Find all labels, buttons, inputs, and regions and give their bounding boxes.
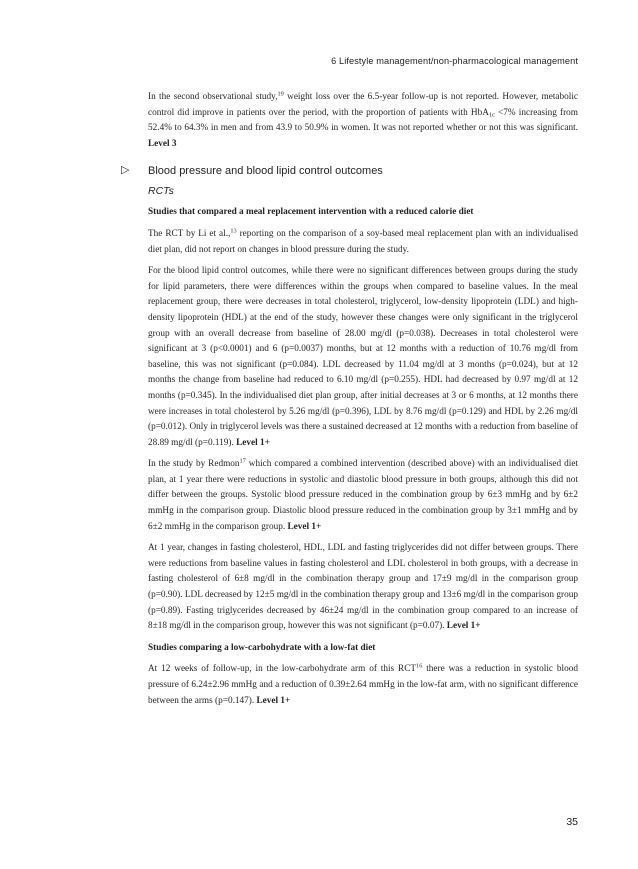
text: In the second observational study, <box>148 92 278 102</box>
text: For the blood lipid control outcomes, while there were no significant differences between groups during the study for lipid parameters, there were differences within the groups when compared to baseline values. In the meal replacement group, there were decreases in total cholesterol, triglycerol, low-density lipoprotein (LDL) and high-density lipoprotein (HDL) at the end of the study, however these changes were only significant in the triglycerol group with an overall decrease from baseline of 28.00 mg/dl (p=0.038). Decreases in total cholesterol were significant at 3 (p<0.0001) and 6 (p=0.0037) months, but at 12 months with a reduction of 10.76 mg/dl from baseline, this was not significant (p=0.084). LDL decreased by 11.04 mg/dl at 3 months (p=0.024), but at 12 months the change from baseline had reduced to 6.10 mg/dl (p=0.255). HDL had decreased by 0.97 mg/dl at 12 months (p=0.345). In the individualised diet plan group, after initial decreases at 3 or 6 months, at 12 months there were increases in total cholesterol by 5.26 mg/dl (p=0.396), LDL by 8.76 mg/dl (p=0.129) and HDL by 2.26 mg/dl (p=0.012). Only in triglycerol levels was there a sustained decreased at 12 months with a reduction from baseline of 28.89 mg/dl (p=0.119). <box>148 266 578 448</box>
page-number: 35 <box>566 816 578 828</box>
text: reporting on the comparison of a soy-based meal replacement plan with an individualised diet plan, did not report on changes in blood pressure during the study. <box>148 228 578 255</box>
paragraph <box>148 457 578 535</box>
section-blood-pressure <box>121 163 578 709</box>
evidence-level: Level 1+ <box>287 521 322 532</box>
subsection-title: RCTs <box>148 185 174 198</box>
text: there was a reduction in systolic blood pressure of 6.24±2.96 mmHg and a reduction of 0.39±2.64 mmHg in the low-fat arm, with no significant difference between the arms (p=0.147). <box>148 664 578 706</box>
study-heading-low-carb: Studies comparing a low-carbohydrate with a low-fat diet <box>148 642 376 653</box>
paragraph <box>148 227 578 258</box>
intro-paragraph <box>148 90 578 152</box>
reference-16: 16 <box>416 662 423 670</box>
triangle-marker-icon: ▷ <box>121 163 130 177</box>
text: At 1 year, changes in fasting cholesterol, HDL, LDL and fasting triglycerides did not differ between groups. There were reductions from baseline values in fasting cholesterol and LDL cholesterol in both groups, with a decrease in fasting cholesterol of 6±8 mg/dl in the combination therapy group and 17±9 mg/dl in the comparison group (p=0.90). LDL decreased by 12±5 mg/dl in the combination therapy group and 13±6 mg/dl in the comparison group (p=0.89). Fasting triglycerides decreased by 46±24 mg/dl in the combination group compared to an increase of 8±18 mg/dl in the comparison group, however this was not significant (p=0.07). <box>148 543 578 632</box>
evidence-level: Level 3 <box>148 138 177 149</box>
section-title: Blood pressure and blood lipid control outcomes <box>148 165 383 178</box>
evidence-level: Level 1+ <box>256 695 291 706</box>
text: which compared a combined intervention (described above) with an individualised diet plan, at 1 year there were reductions in systolic and diastolic blood pressure in both groups, although this did not differ between the groups. Systolic blood pressure reduced in the combination group by 6±3 mmHg and by 6±2 mmHg in the comparison group. Diastolic blood pressure reduced in the combination group by 3±1 mmHg and by 6±2 mmHg in the comparison group. <box>148 459 578 532</box>
text: In the study by Redmon <box>148 459 240 470</box>
paragraph <box>148 541 578 635</box>
reference-19: 19 <box>277 90 284 98</box>
study-heading-meal-replacement: Studies that compared a meal replacement intervention with a reduced calorie diet <box>148 207 474 218</box>
evidence-level: Level 1+ <box>236 437 270 448</box>
text: <7% increasing from 52.4% to 64.3% in men and from 43.9 to 50.9% in women. It was not reported whether or not this was significant. <box>148 107 578 134</box>
text: The RCT by Li et al., <box>148 228 231 239</box>
page-content <box>121 90 579 715</box>
reference-17: 17 <box>239 457 246 465</box>
reference-13: 13 <box>230 227 237 235</box>
paragraph <box>148 662 578 709</box>
evidence-level: Level 1+ <box>446 621 481 632</box>
subscript: 1c <box>488 111 495 119</box>
paragraph <box>148 264 578 451</box>
running-header: 6 Lifestyle management/non-pharmacological management <box>331 56 578 66</box>
text: At 12 weeks of follow-up, in the low-carbohydrate arm of this RCT <box>148 664 417 675</box>
text: weight loss over the 6.5-year follow-up is not reported. However, metabolic control did improve in patients over the period, with the proportion of patients with HbA <box>148 92 579 118</box>
